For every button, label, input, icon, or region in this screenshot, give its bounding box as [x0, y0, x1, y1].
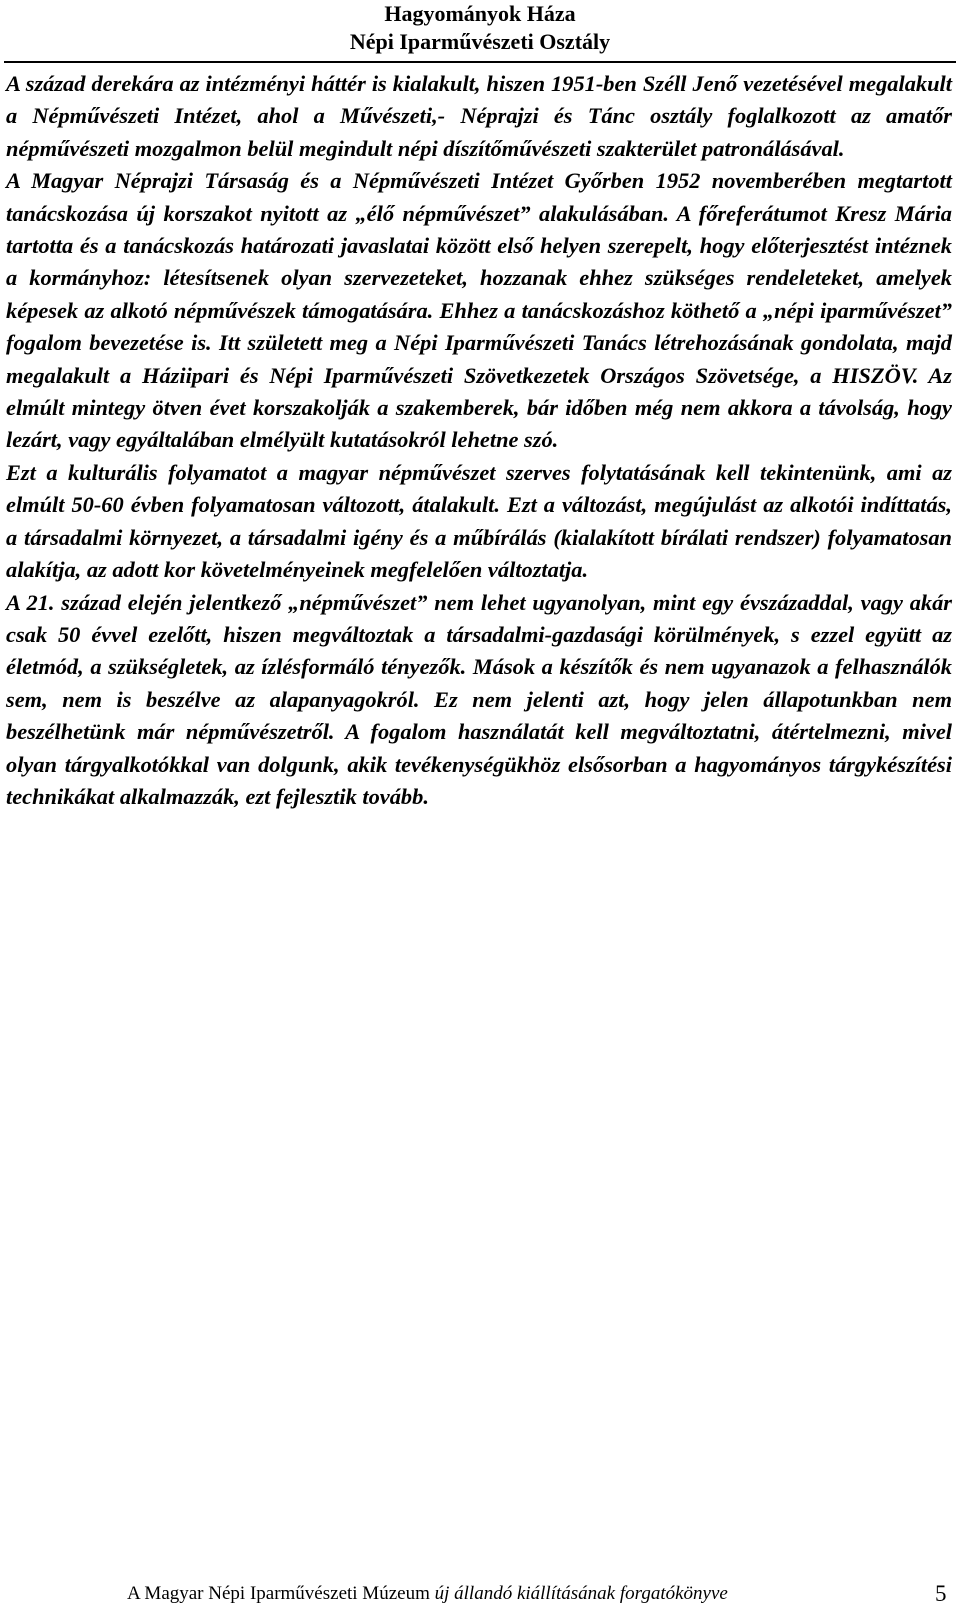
page-number: 5 — [935, 1581, 947, 1606]
footer-title — [127, 1582, 728, 1606]
footer-museum: A Magyar Népi Iparművészeti Múzeum — [127, 1583, 430, 1604]
footer-subtitle: új állandó kiállításának forgatókönyve — [434, 1583, 728, 1604]
document-body — [6, 68, 952, 813]
paragraph: A század derekára az intézményi háttér is kialakult, hiszen 1951-ben Széll Jenő vezetésével megalakult a Népművészeti Intézet, ahol a Művészeti,- Néprajzi és Tánc osztály foglalkozott az amatőr népművészeti mozgalmon belül megindult népi díszítőművészeti szakterület patronálásával. — [6, 71, 952, 161]
paragraph: Ezt a kulturális folyamatot a magyar népművészet szerves folytatásának kell tekintenünk, ami az elmúlt 50-60 évben folyamatosan változott, átalakult. Ezt a változást, megújulást az alkotói indíttatás, a társadalmi környezet, a társadalmi igény és a műbírálás (kialakított bírálati rendszer) folyamatosan alakítja, az adott kor követelményeinek megfelelően változtatja. — [6, 459, 952, 583]
page-header — [0, 0, 960, 56]
header-institution: Hagyományok Háza — [384, 1, 576, 26]
paragraph: A Magyar Néprajzi Társaság és a Népművészeti Intézet Győrben 1952 novemberében megtartott tanácskozása új korszakot nyitott az „élő népművészet” alakulásában. A főreferátumot Kresz Mária tartotta és a tanácskozás határozati javaslatai között első helyen szerepelt, hogy előterjesztést intéznek a kormányhoz: létesítsenek olyan szervezeteket, hozzanak ehhez szükséges rendeleteket, amelyek képesek az alkotó népművészek támogatására. Ehhez a tanácskozáshoz köthető a „népi iparművészet” fogalom bevezetése is. Itt született meg a Népi Iparművészeti Tanács létrehozásának gondolata, majd megalakult a Háziipari és Népi Iparművészeti Szövetkezetek Országos Szövetsége, a HISZÖV. Az elmúlt mintegy ötven évet korszakolják a szakemberek, bár időben még nem akkora a távolság, hogy lezárt, vagy egyáltalában elmélyült kutatásokról lehetne szó. — [6, 168, 952, 453]
header-divider — [4, 61, 956, 63]
header-department: Népi Iparművészeti Osztály — [349, 29, 611, 54]
paragraph: A 21. század elején jelentkező „népművészet” nem lehet ugyanolyan, mint egy évszázaddal, vagy akár csak 50 évvel ezelőtt, hiszen megváltoztak a társadalmi-gazdasági körülmények, s ezzel együtt az életmód, a szükségletek, az ízlésformáló tényezők. Mások a készítők és nem ugyanazok a felhasználók sem, nem is beszélve az alapanyagokról. Ez nem jelenti azt, hogy jelen állapotunkban nem beszélhetünk már népművészetről. A fogalom használatát kell megváltoztatni, átértelmezni, mivel olyan tárgyalkotókkal van dolgunk, akik tevékenységükhöz elsősorban a hagyományos tárgykészítési technikákat alkalmazzák, ezt fejlesztik tovább. — [6, 589, 952, 809]
